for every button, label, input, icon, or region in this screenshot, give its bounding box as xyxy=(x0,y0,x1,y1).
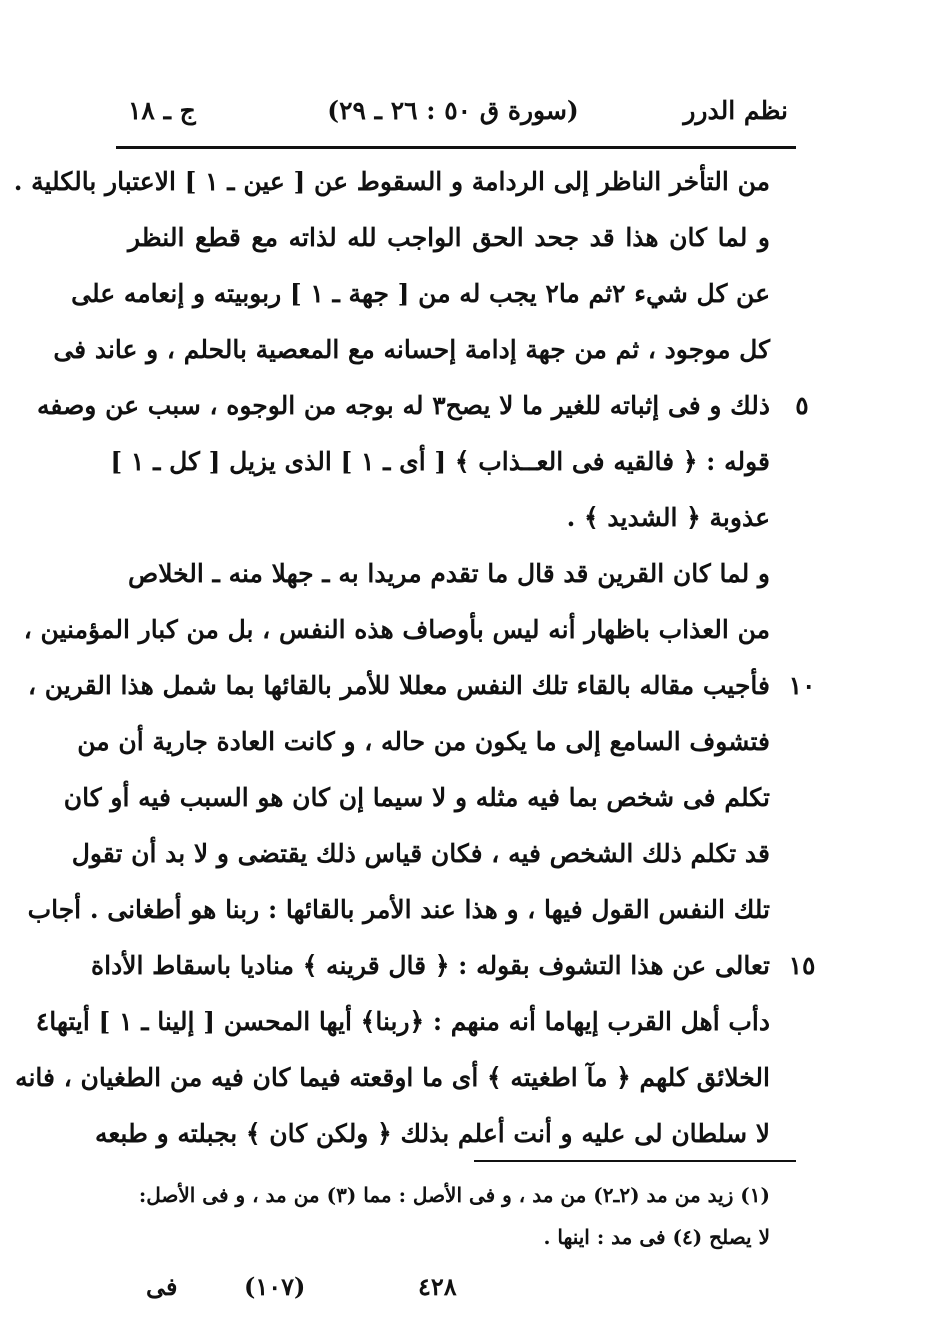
text-line: قوله : ﴿ فالقيه فى العــذاب ﴾ [ أى ـ ١ ] الذى يزيل [ كل ـ ١ ] xyxy=(110,447,770,476)
text-line: عن كل شيء ٢ثم ما٢ يجب له من [ جهة ـ ١ ] ربوبيته و إنعامه على xyxy=(71,279,770,308)
text-line: فأجيب مقاله بالقاء تلك النفس معللا للأمر بالقائها بما شمل هذا القرين ، xyxy=(28,671,770,700)
text-line: تكلم فى شخص بما فيه مثله و لا سيما إن كان هو السبب فيه أو كان xyxy=(63,783,770,812)
line-number: ١٠ xyxy=(788,671,816,700)
text-line: و لما كان القرين قد قال ما تقدم مريدا به ـ جهلا منه ـ الخلاص xyxy=(128,559,770,588)
text-line: من العذاب باظهار أنه ليس بأوصاف هذه النفس ، بل من كبار المؤمنين ، xyxy=(23,615,770,644)
book-title: نظم الدرر xyxy=(683,96,788,125)
volume-reference: (١٠٧) xyxy=(244,1272,306,1301)
text-line: دأب أهل القرب إيهاما أنه منهم : ﴿ربنا﴾ أيها المحسن [ إلينا ـ ١ ] أيتها٤ xyxy=(35,1007,770,1036)
line-number: ١٥ xyxy=(788,951,816,980)
part-number: ج ـ ١٨ xyxy=(128,96,196,125)
text-line: لا سلطان لى عليه و أنت أعلم بذلك ﴿ ولكن كان ﴾ بجبلته و طبعه xyxy=(94,1119,770,1148)
text-line: عذوبة ﴿ الشديد ﴾ . xyxy=(566,503,770,532)
line-number: ٥ xyxy=(795,391,809,420)
header-rule xyxy=(116,146,796,149)
footnote-line: (١) زيد من مد (٢ـ٢) من مد ، و فى الأصل : مما (٣) من مد ، و فى الأصل: xyxy=(138,1183,770,1207)
footnote-line: لا يصلح (٤) فى مد : اينها . xyxy=(543,1225,770,1249)
text-line: قد تكلم ذلك الشخص فيه ، فكان قياس ذلك يقتضى و لا بد أن تقول xyxy=(71,839,770,868)
text-line: ذلك و فى إثباته للغير ما لا يصح٣ له بوجه من الوجوه ، سبب عن وصفه xyxy=(37,391,770,420)
text-line: فتشوف السامع إلى ما يكون من حاله ، و كانت العادة جارية أن من xyxy=(77,727,770,756)
surah-reference: (سورة ق ٥٠ : ٢٦ ـ ٢٩) xyxy=(327,96,579,125)
text-line: كل موجود ، ثم من جهة إدامة إحسانه مع المعصية بالحلم ، و عاند فى xyxy=(53,335,770,364)
text-line: من التأخر الناظر إلى الردامة و السقوط عن [ عين ـ ١ ] الاعتبار بالكلية . xyxy=(13,167,770,196)
text-line: و لما كان هذا قد جحد الحق الواجب لله لذاته مع قطع النظر xyxy=(128,223,770,252)
catchword: فى xyxy=(146,1272,178,1301)
page-number: ٤٢٨ xyxy=(418,1272,457,1301)
text-line: تعالى عن هذا التشوف بقوله : ﴿ قال قرينه ﴾ مناديا باسقاط الأداة xyxy=(91,951,770,980)
footnote-rule xyxy=(474,1160,796,1162)
text-line: الخلائق كلهم ﴿ مآ اطغيته ﴾ أى ما اوقعته فيما كان فيه من الطغيان ، فانه xyxy=(15,1063,770,1092)
text-line: تلك النفس القول فيها ، و هذا عند الأمر بالقائها : ربنا هو أطغانى . أجاب xyxy=(27,895,770,924)
